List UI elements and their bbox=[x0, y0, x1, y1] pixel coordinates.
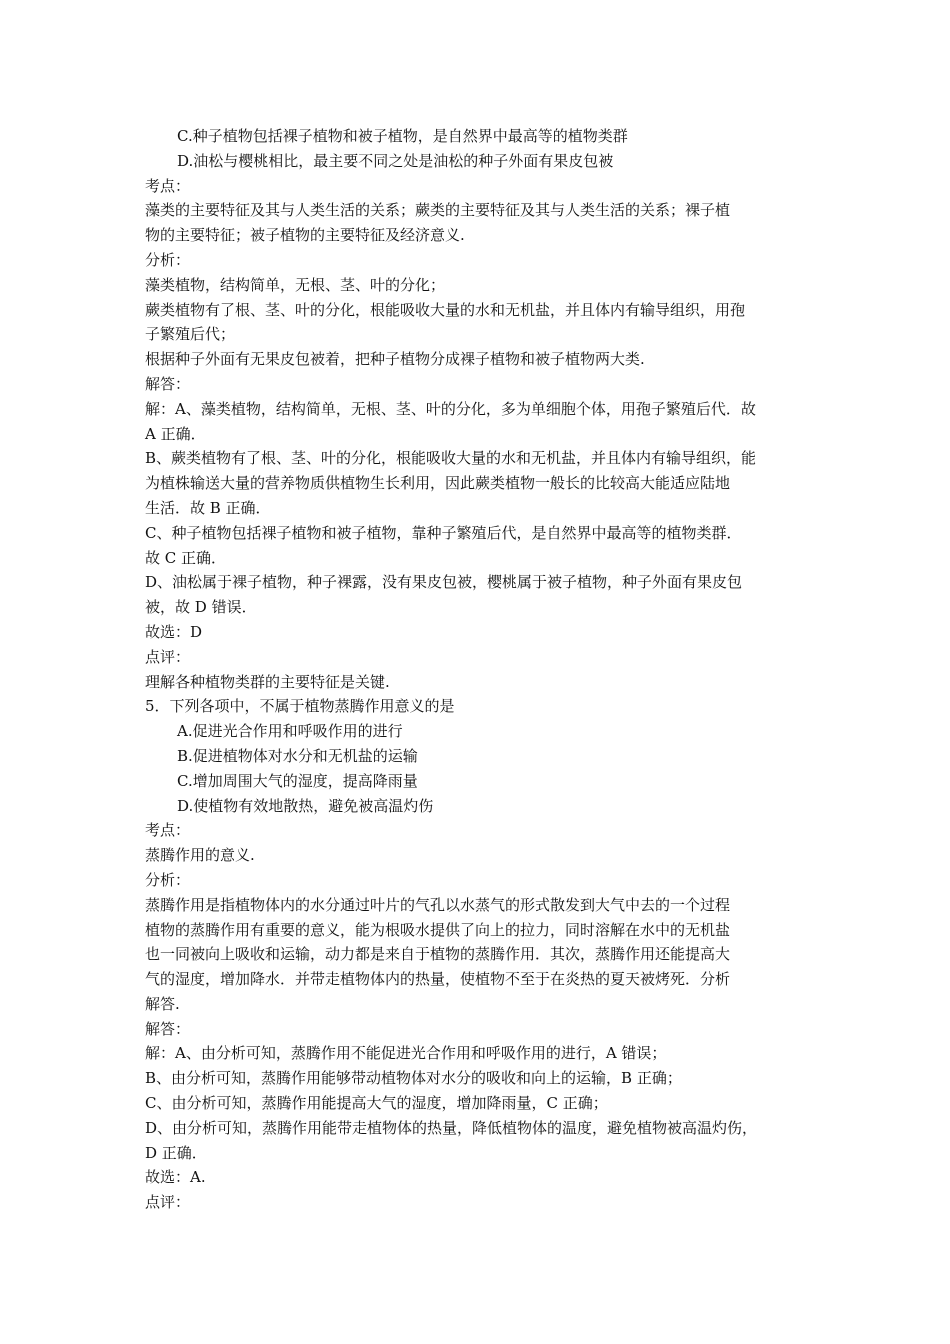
q4-dianping-label: 点评： bbox=[145, 647, 191, 666]
q5-jieda-line: 解：A、由分析可知，蒸腾作用不能促进光合作用和呼吸作用的进行，A 错误； bbox=[145, 1044, 667, 1063]
q4-jieda-line: 被，故 D 错误． bbox=[145, 598, 257, 617]
q4-option-d: D.油松与樱桃相比，最主要不同之处是油松的种子外面有果皮包被 bbox=[177, 151, 614, 170]
q5-question: 5．下列各项中，不属于植物蒸腾作用意义的是 bbox=[145, 697, 455, 716]
q4-kaodian-label: 考点： bbox=[145, 176, 191, 195]
q4-fenxi-line: 藻类植物，结构简单，无根、茎、叶的分化； bbox=[145, 275, 446, 294]
q4-jieda-line: D、油松属于裸子植物，种子裸露，没有果皮包被，樱桃属于被子植物，种子外面有果皮包 bbox=[145, 573, 743, 592]
q5-jieda-line: D、由分析可知，蒸腾作用能带走植物体的热量，降低植物体的温度，避免植物被高温灼伤， bbox=[145, 1118, 758, 1137]
q5-fenxi-line: 植物的蒸腾作用有重要的意义，能为根吸水提供了向上的拉力，同时溶解在水中的无机盐 bbox=[145, 920, 731, 939]
q5-jieda-label: 解答： bbox=[145, 1019, 191, 1038]
q5-dianping-label: 点评： bbox=[145, 1193, 191, 1212]
q5-option-b: B.促进植物体对水分和无机盐的运输 bbox=[177, 746, 418, 765]
q5-jieda-line: D 正确． bbox=[145, 1143, 207, 1162]
q4-jieda-line: 解：A、藻类植物，结构简单，无根、茎、叶的分化，多为单细胞个体，用孢子繁殖后代．故 bbox=[145, 399, 756, 418]
q5-jieda-line: C、由分析可知，蒸腾作用能提高大气的湿度，增加降雨量，C 正确； bbox=[145, 1094, 608, 1113]
q5-option-a: A.促进光合作用和呼吸作用的进行 bbox=[177, 722, 403, 741]
q4-fenxi-label: 分析： bbox=[145, 250, 191, 269]
q4-jieda-label: 解答： bbox=[145, 374, 191, 393]
q5-answer: 故选：A. bbox=[145, 1168, 206, 1187]
q5-jieda-line: B、由分析可知，蒸腾作用能够带动植物体对水分的吸收和向上的运输，B 正确； bbox=[145, 1069, 682, 1088]
q4-jieda-line: A 正确． bbox=[145, 424, 206, 443]
q5-option-d: D.使植物有效地散热，避免被高温灼伤 bbox=[177, 796, 434, 815]
q4-fenxi-line: 子繁殖后代； bbox=[145, 325, 236, 344]
q4-jieda-line: 生活．故 B 正确． bbox=[145, 498, 271, 517]
q4-jieda-line: 故 C 正确． bbox=[145, 548, 227, 567]
q5-option-c: C.增加周围大气的湿度，提高降雨量 bbox=[177, 771, 418, 790]
q5-kaodian-text: 蒸腾作用的意义. bbox=[145, 846, 255, 865]
q5-fenxi-line: 气的湿度，增加降水．并带走植物体内的热量，使植物不至于在炎热的夏天被烤死．分析 bbox=[145, 970, 731, 989]
q5-fenxi-label: 分析： bbox=[145, 870, 191, 889]
q4-jieda-line: 为植株输送大量的营养物质供植物生长利用，因此蕨类植物一般长的比较高大能适应陆地 bbox=[145, 474, 731, 493]
q4-dianping-text: 理解各种植物类群的主要特征是关键. bbox=[145, 672, 390, 691]
q4-option-c: C.种子植物包括裸子植物和被子植物，是自然界中最高等的植物类群 bbox=[177, 127, 628, 145]
q4-fenxi-line: 蕨类植物有了根、茎、叶的分化，根能吸收大量的水和无机盐，并且体内有输导组织，用孢 bbox=[145, 300, 746, 319]
q4-jieda-line: B、蕨类植物有了根、茎、叶的分化，根能吸收大量的水和无机盐，并且体内有输导组织，能 bbox=[145, 449, 757, 468]
q4-jieda-line: C、种子植物包括裸子植物和被子植物，靠种子繁殖后代，是自然界中最高等的植物类群． bbox=[145, 523, 742, 542]
q5-fenxi-line: 解答. bbox=[145, 994, 180, 1013]
q4-fenxi-line: 根据种子外面有无果皮包被着，把种子植物分成裸子植物和被子植物两大类. bbox=[145, 350, 645, 369]
q4-kaodian-line: 藻类的主要特征及其与人类生活的关系；蕨类的主要特征及其与人类生活的关系；裸子植 bbox=[145, 201, 731, 220]
q4-answer: 故选：D bbox=[145, 622, 203, 641]
q5-fenxi-line: 蒸腾作用是指植物体内的水分通过叶片的气孔以水蒸气的形式散发到大气中去的一个过程 bbox=[145, 895, 731, 914]
q5-fenxi-line: 也一同被向上吸收和运输，动力都是来自于植物的蒸腾作用．其次，蒸腾作用还能提高大 bbox=[145, 945, 731, 964]
q5-kaodian-label: 考点： bbox=[145, 821, 191, 840]
q4-kaodian-line: 物的主要特征；被子植物的主要特征及经济意义. bbox=[145, 226, 465, 245]
document-content bbox=[145, 124, 815, 1215]
